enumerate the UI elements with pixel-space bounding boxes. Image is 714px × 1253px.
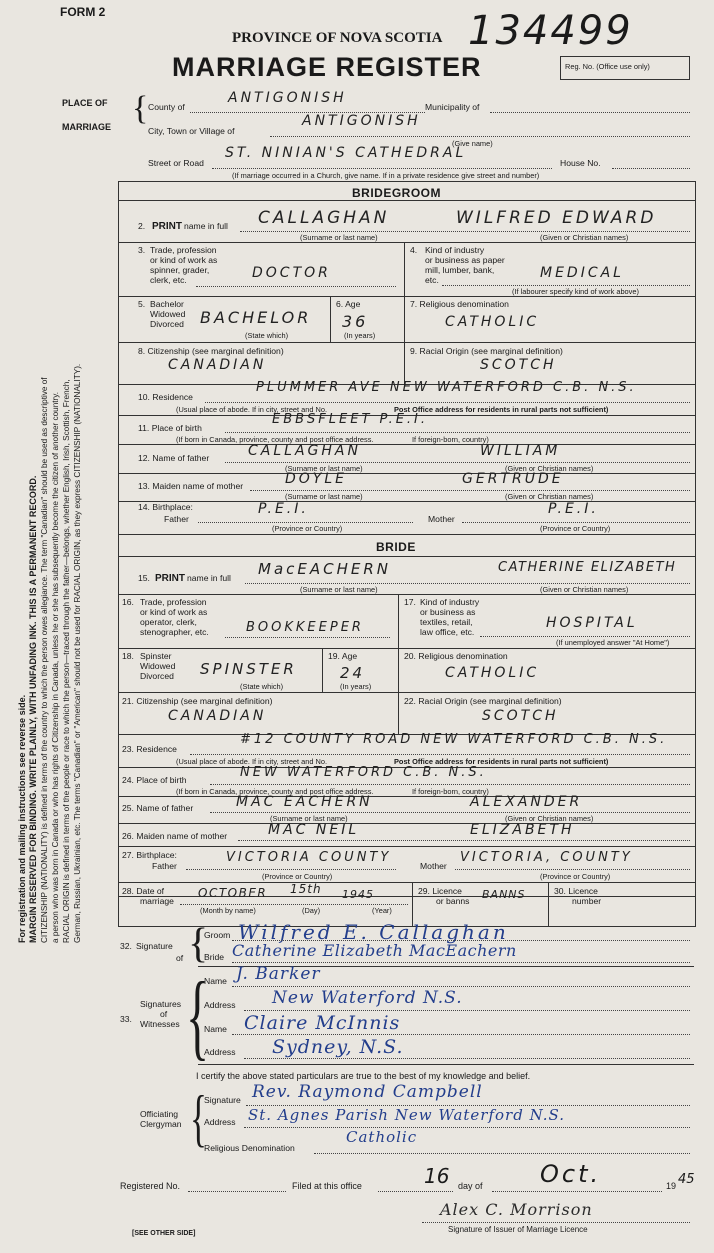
rule [404, 342, 405, 384]
groom-signature: Wilfred E. Callaghan [238, 920, 509, 944]
f14-prov-hint-2: (Province or Country) [540, 524, 611, 533]
certify-statement: I certify the above stated particulars are true to the best of my knowledge and belief. [196, 1071, 531, 1081]
f15-num: 15. [138, 573, 150, 583]
f5-num: 5. [138, 299, 146, 309]
marriage-month: OCTOBER [198, 886, 268, 900]
f18-line-2: Widowed [140, 661, 176, 671]
bride-religion: CATHOLIC [445, 665, 540, 681]
bride-word: Bride [204, 952, 225, 962]
province-heading: PROVINCE OF NOVA SCOTIA [232, 30, 443, 46]
margin-line-1: For registration and mailing instructions see reverse side. [17, 694, 27, 943]
rule [404, 242, 405, 296]
rule [118, 556, 695, 557]
rule [198, 522, 413, 523]
rule [225, 462, 690, 463]
f32-of: of [176, 953, 184, 963]
rule [422, 1222, 690, 1223]
rule [398, 692, 399, 734]
bride-surname: MacEACHERN [258, 560, 391, 578]
clergy-address-label: Address [204, 1117, 236, 1127]
city-value: ANTIGONISH [302, 113, 421, 129]
rule [322, 648, 323, 692]
clergy-address: St. Agnes Parish New Waterford N.S. [248, 1106, 566, 1124]
f12-given-hint: (Given or Christian names) [505, 464, 594, 473]
issuer-signature: Alex C. Morrison [440, 1200, 593, 1219]
f16-line-1: Trade, profession [140, 597, 207, 607]
f4-num: 4. [410, 245, 418, 255]
rule [378, 1191, 453, 1192]
bride-mother-birthplace: VICTORIA, COUNTY [460, 850, 633, 865]
month-hint: (Month by name) [200, 906, 256, 915]
years-hint: (In years) [344, 331, 376, 340]
groom-status: BACHELOR [200, 308, 312, 327]
bride-residence: #12 COUNTY ROAD NEW WATERFORD C.B. N.S. [240, 732, 668, 747]
f5-line-1: Bachelor [150, 299, 184, 309]
f27-father: Father [152, 861, 177, 871]
day-of-label: day of [458, 1181, 483, 1191]
bride-given: CATHERINE ELIZABETH [498, 560, 677, 575]
margin-line-6: German, Russian, Ukrainian, etc. The terms "Canadian" or "American" should not be used for RACIAL ORIGIN, as they express CITIZENSHIP (NATIONALITY). [73, 363, 82, 943]
marriage-day: 15th [290, 882, 322, 896]
place-brace: { [132, 90, 149, 127]
clergy-signature-label: Signature [204, 1095, 241, 1105]
given-hint: (Given or Christian names) [540, 233, 629, 242]
house-label: House No. [560, 158, 601, 168]
f4-line-1: Kind of industry [425, 245, 485, 255]
f5-line-3: Divorced [150, 319, 184, 329]
f27-label: 27. Birthplace: [122, 850, 177, 860]
margin-line-2: MARGIN RESERVED FOR BINDING. WRITE PLAINLY, WITH UNFADING INK. THIS IS A PERMANENT RECORD. [28, 475, 38, 943]
f14-label: 14. Birthplace: [138, 502, 193, 512]
f20-label: 20. Religious denomination [404, 651, 508, 661]
groom-industry: MEDICAL [540, 265, 624, 281]
f15-print: PRINT [155, 573, 185, 584]
bride-father-birthplace: VICTORIA COUNTY [226, 850, 392, 865]
f3-line-3: spinner, grader, [150, 265, 210, 275]
f3-line-4: clerk, etc. [150, 275, 187, 285]
witness1-address: New Waterford N.S. [272, 988, 463, 1008]
labourer-hint: (If labourer specify kind of work above) [512, 287, 639, 296]
rule [314, 1153, 690, 1154]
marriage-year: 1945 [342, 888, 374, 901]
groom-given: WILFRED EDWARD [456, 208, 657, 228]
groom-mother-given: GERTRUDE [462, 471, 564, 487]
f18-line-1: Spinster [140, 651, 172, 661]
marriage-label: MARRIAGE [62, 122, 111, 132]
groom-mother-birthplace: P.E.I. [548, 501, 599, 517]
bride-father-surname: MAC EACHERN [236, 794, 373, 810]
rule [244, 1058, 690, 1059]
clergy-denomination: Catholic [346, 1128, 418, 1146]
f12-label: 12. Name of father [138, 453, 210, 463]
f13-given-hint: (Given or Christian names) [505, 492, 594, 501]
f33-line-1: Signatures [140, 999, 182, 1009]
rule [118, 534, 695, 535]
rule [232, 962, 690, 963]
foreign-hint: If foreign-born, country) [412, 435, 489, 444]
f13-label: 13. Maiden name of mother [138, 481, 244, 491]
bride-mother-given: ELIZABETH [470, 822, 575, 838]
bride-age: 24 [340, 664, 366, 682]
bridegroom-heading: BRIDEGROOM [352, 186, 441, 200]
name-line [240, 231, 690, 232]
f14-mother: Mother [428, 514, 455, 524]
bride-status: SPINSTER [200, 660, 297, 678]
rule [210, 812, 690, 813]
rule [442, 285, 690, 286]
f6-label: 6. Age [336, 299, 361, 309]
rule [118, 296, 695, 297]
margin-line-4: a person who was born in Canada or who has rights of Citizenship in Canada, unless he or she has subsequently become the citizen of another country. [51, 391, 60, 943]
f11-label: 11. Place of birth [138, 423, 202, 433]
rule [492, 1191, 662, 1192]
witness2-name: Claire McInnis [244, 1012, 401, 1034]
municipality-label: Municipality of [425, 102, 480, 112]
filed-label: Filed at this office [292, 1181, 362, 1191]
f2-num: 2. [138, 221, 146, 231]
groom-surname: CALLAGHAN [258, 208, 390, 228]
rule [455, 869, 690, 870]
rule [118, 473, 695, 474]
rule [244, 1127, 690, 1128]
rule [232, 1034, 690, 1035]
f16-num: 16. [122, 597, 134, 607]
f19-label: 19. Age [328, 651, 358, 661]
give-name-hint: (Give name) [452, 139, 493, 148]
rule [188, 1191, 286, 1192]
rule [118, 444, 695, 445]
religious-denomination-label: Religious Denomination [204, 1143, 295, 1153]
rule [180, 904, 408, 905]
rule [250, 490, 690, 491]
f2-print: PRINT [152, 221, 182, 232]
reg-no-label: Reg. No. (Office use only) [565, 62, 650, 71]
groom-father-birthplace: P.E.I. [258, 501, 309, 517]
f2-label: name in full [184, 221, 228, 231]
day-hint: (Day) [302, 906, 321, 915]
rule [118, 692, 695, 693]
f33-num: 33. [120, 1014, 132, 1024]
groom-citizenship: CANADIAN [168, 357, 267, 373]
f27-prov-hint-1: (Province or Country) [262, 872, 333, 881]
f12-surname-hint: (Surname or last name) [285, 464, 363, 473]
county-value: ANTIGONISH [228, 90, 347, 106]
f25-given-hint: (Given or Christian names) [505, 814, 594, 823]
rule [190, 754, 690, 755]
f23-label: 23. Residence [122, 744, 177, 754]
f29-label: 29. Licence [418, 886, 462, 896]
f3-line-2: or kind of work as [150, 255, 218, 265]
f15-surname-hint: (Surname or last name) [300, 585, 378, 594]
groom-religion: CATHOLIC [445, 314, 540, 330]
f19-years-hint: (In years) [340, 682, 372, 691]
w2-name-label: Name [204, 1024, 227, 1034]
f17-line-3: textiles, retail, [420, 617, 473, 627]
abode-hint: (Usual place of abode. If in city, street and No. [176, 405, 328, 414]
f17-line-2: or business as [420, 607, 476, 617]
surname-hint: (Surname or last name) [300, 233, 378, 242]
city-line [270, 136, 690, 137]
f23-post-office-hint: Post Office address for residents in rural parts not sufficient) [394, 757, 609, 766]
f33-line-2: of [160, 1009, 168, 1019]
groom-mother-surname: DOYLE [285, 471, 347, 487]
rule [480, 636, 690, 637]
rule [186, 869, 396, 870]
reg-no-box [560, 56, 690, 80]
rule [232, 986, 690, 987]
city-label: City, Town or Village of [148, 126, 235, 136]
f28-label: 28. Date of [122, 886, 165, 896]
f15-label: name in full [187, 573, 231, 583]
rule [118, 200, 695, 201]
groom-father-given: WILLIAM [480, 443, 561, 459]
f3-num: 3. [138, 245, 146, 255]
rule [398, 648, 399, 692]
f24-label: 24. Place of birth [122, 775, 187, 785]
f8-label: 8. Citizenship (see marginal definition) [138, 346, 284, 356]
church-note: (If marriage occurred in a Church, give name. If in a private residence give street and number) [232, 171, 540, 180]
f18-state-hint: (State which) [240, 682, 284, 691]
bride-signature: Catherine Elizabeth MacEachern [232, 941, 517, 960]
bride-mother-surname: MAC NEIL [268, 822, 360, 838]
w1-address-label: Address [204, 1000, 236, 1010]
street-value: ST. NINIAN'S CATHEDRAL [225, 145, 467, 161]
street-label: Street or Road [148, 158, 204, 168]
f27-mother: Mother [420, 861, 447, 871]
rule [118, 242, 695, 243]
f9-label: 9. Racial Origin (see marginal definition) [410, 346, 563, 356]
margin-instructions [17, 243, 83, 943]
bride-father-given: ALEXANDER [470, 794, 583, 810]
margin-line-3: CITIZENSHIP (NATIONALITY) is defined in terms of the country to which the person owes allegiance. The term "Canadian" should be used as descriptive of [40, 377, 49, 943]
f26-label: 26. Maiden name of mother [122, 831, 228, 841]
f22-label: 22. Racial Origin (see marginal definition) [404, 696, 562, 706]
f32-label: Signature [136, 941, 173, 951]
witness-brace: { [186, 962, 210, 1069]
f30-label: 30. Licence [554, 886, 598, 896]
w2-address-label: Address [204, 1047, 236, 1057]
rule [118, 501, 695, 502]
house-line [612, 168, 690, 169]
f29-sub: or banns [436, 896, 470, 906]
rule [244, 1010, 690, 1011]
bride-heading: BRIDE [376, 540, 416, 554]
rule [548, 882, 549, 926]
f17-num: 17. [404, 597, 416, 607]
registered-no-label: Registered No. [120, 1181, 181, 1191]
sig-brace: { [188, 921, 209, 967]
born-canada-hint: (If born in Canada, province, county and post office address. [176, 435, 374, 444]
f32-num: 32. [120, 941, 132, 951]
rule [118, 846, 695, 847]
rule [330, 296, 331, 342]
officiating-line-2: Clergyman [140, 1119, 182, 1129]
clergy-signature: Rev. Raymond Campbell [252, 1082, 483, 1102]
register-number: 134499 [468, 8, 633, 54]
issuer-label: Signature of Issuer of Marriage Licence [448, 1225, 588, 1234]
f13-surname-hint: (Surname or last name) [285, 492, 363, 501]
rule [196, 286, 396, 287]
rule [198, 1064, 694, 1065]
rule [398, 594, 399, 648]
f14-father: Father [164, 514, 189, 524]
f18-num: 18. [122, 651, 134, 661]
w1-name-label: Name [204, 976, 227, 986]
f16-line-4: stenographer, etc. [140, 627, 209, 637]
witness1-name: J. Barker [236, 964, 321, 984]
bride-trade: BOOKKEEPER [246, 620, 364, 635]
state-hint: (State which) [245, 331, 289, 340]
place-of-label: PLACE OF [62, 98, 108, 108]
margin-line-5: RACIAL ORIGIN is defined in terms of the people or race to which the person—traced through the father—belongs, whether English, Irish, Scottish, French, [62, 379, 71, 943]
f25-label: 25. Name of father [122, 803, 194, 813]
rule [210, 784, 690, 785]
groom-birthplace: EBBSFLEET P.E.I. [272, 412, 429, 427]
f4-line-2: or business as paper [425, 255, 505, 265]
bride-birthplace: NEW WATERFORD C.B. N.S. [240, 765, 487, 780]
rule [205, 402, 690, 403]
f18-line-3: Divorced [140, 671, 174, 681]
licence-or-banns: BANNS [482, 888, 526, 901]
f24-foreign-hint: If foreign-born, country) [412, 787, 489, 796]
f3-line-1: Trade, profession [150, 245, 217, 255]
filed-day: 16 [424, 1164, 450, 1188]
witness2-address: Sydney, N.S. [272, 1036, 404, 1058]
rule [225, 637, 390, 638]
f10-label: 10. Residence [138, 392, 193, 402]
county-label: County of [148, 102, 185, 112]
f15-given-hint: (Given or Christian names) [540, 585, 629, 594]
officiating-line-1: Officiating [140, 1109, 179, 1119]
clergy-brace: { [190, 1082, 207, 1153]
filed-year-prefix: 19 [666, 1181, 677, 1191]
f5-line-2: Widowed [150, 309, 186, 319]
document-title: MARRIAGE REGISTER [172, 52, 482, 82]
f16-line-3: operator, clerk, [140, 617, 197, 627]
filed-month: Oct. [540, 1160, 602, 1188]
groom-trade: DOCTOR [252, 265, 331, 281]
groom-origin: SCOTCH [480, 357, 557, 373]
year-hint: (Year) [372, 906, 392, 915]
f16-line-2: or kind of work as [140, 607, 208, 617]
groom-age: 36 [342, 312, 369, 331]
bride-industry: HOSPITAL [546, 615, 638, 631]
bride-citizenship: CANADIAN [168, 708, 267, 724]
f28-sub: marriage [140, 896, 174, 906]
f30-sub: number [572, 896, 602, 906]
rule [238, 840, 690, 841]
municipality-line [490, 112, 690, 113]
f25-surname-hint: (Surname or last name) [270, 814, 348, 823]
rule [225, 432, 690, 433]
rule [245, 583, 690, 584]
unemployed-hint: (If unemployed answer "At Home") [556, 638, 670, 647]
post-office-hint: Post Office address for residents in rural parts not sufficient) [394, 405, 609, 414]
f23-abode-hint: (Usual place of abode. If in city, street and No. [176, 757, 328, 766]
f33-line-3: Witnesses [140, 1019, 180, 1029]
f4-line-4: etc. [425, 275, 439, 285]
f17-line-4: law office, etc. [420, 627, 475, 637]
groom-residence: PLUMMER AVE NEW WATERFORD C.B. N.S. [256, 380, 637, 395]
f14-prov-hint-1: (Province or Country) [272, 524, 343, 533]
f27-prov-hint-2: (Province or Country) [540, 872, 611, 881]
rule [462, 522, 690, 523]
filed-year: 45 [678, 1172, 695, 1187]
f17-line-1: Kind of industry [420, 597, 480, 607]
see-other-side: [SEE OTHER SIDE] [132, 1230, 196, 1237]
f7-label: 7. Religious denomination [410, 299, 509, 309]
rule [118, 342, 695, 343]
form-label: FORM 2 [60, 5, 106, 19]
f4-line-3: mill, lumber, bank, [425, 265, 495, 275]
bride-origin: SCOTCH [482, 708, 559, 724]
rule [118, 796, 695, 797]
street-line [212, 168, 552, 169]
rule [118, 648, 695, 649]
groom-father-surname: CALLAGHAN [248, 443, 361, 459]
f24-born-canada-hint: (If born in Canada, province, county and post office address. [176, 787, 374, 796]
f21-label: 21. Citizenship (see marginal definition) [122, 696, 273, 706]
groom-word: Groom [204, 930, 231, 940]
rule [404, 296, 405, 342]
rule [118, 823, 695, 824]
rule [118, 594, 695, 595]
